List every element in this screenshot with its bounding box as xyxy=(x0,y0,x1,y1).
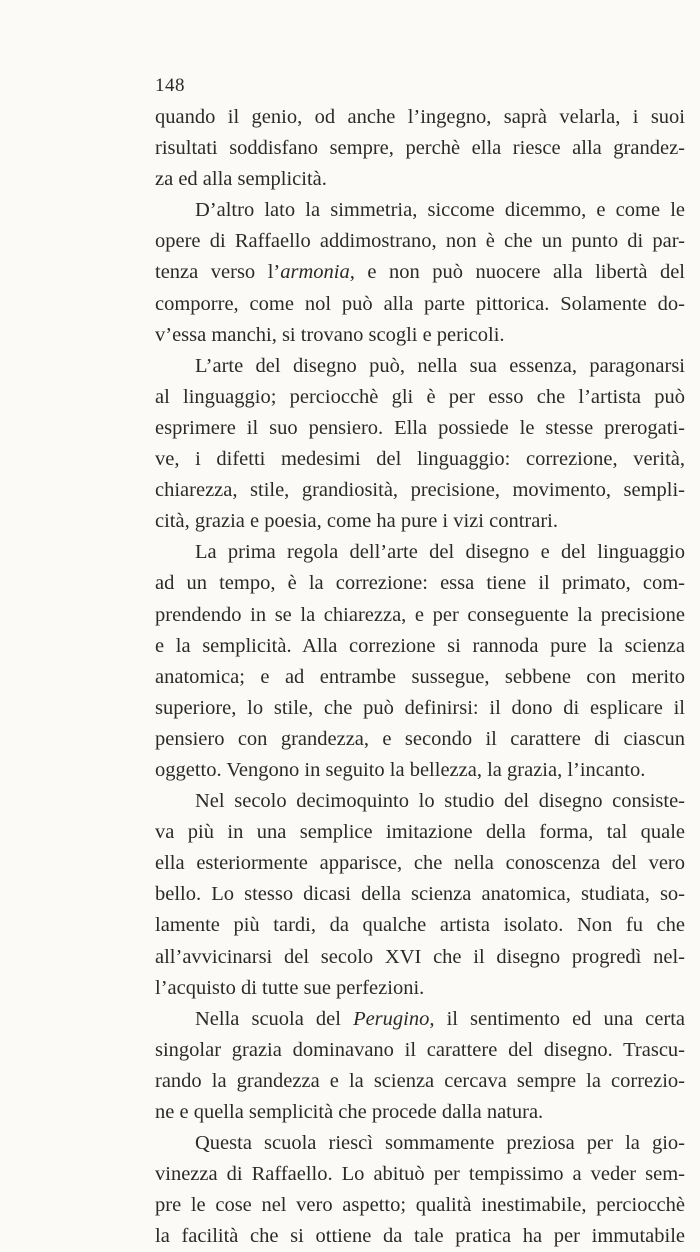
text-line: prendendo in se la chiarezza, e per conseguente la precisione xyxy=(155,603,685,626)
paragraph xyxy=(155,1128,685,1252)
text-line: ad un tempo, è la correzione: essa tiene il primato, com- xyxy=(155,572,685,595)
text-line: D’altro lato la simmetria, siccome dicemmo, e come le xyxy=(195,199,685,222)
text-line: ne e quella semplicità che procede dalla natura. xyxy=(155,1101,544,1123)
text-line: esprimere il suo pensiero. Ella possiede le stesse prerogati- xyxy=(155,416,685,439)
paragraph xyxy=(155,1004,685,1128)
text-line: za ed alla semplicità. xyxy=(155,168,327,191)
body-text xyxy=(155,102,685,1252)
text-line: Questa scuola riescì sommamente preziosa per la gio- xyxy=(195,1132,685,1155)
text-line: ella esteriormente apparisce, che nella conoscenza del vero xyxy=(155,852,685,875)
text-line: rando la grandezza e la scienza cercava sempre la correzio- xyxy=(155,1069,685,1092)
text-line: la facilità che si ottiene da tale pratica ha per immutabile xyxy=(155,1225,685,1248)
text-line: pensiero con grandezza, e secondo il carattere di ciascun xyxy=(155,727,685,750)
text-line: singolar grazia dominavano il carattere del disegno. Trascu- xyxy=(155,1038,685,1061)
text-line: ve, i difetti medesimi del linguaggio: correzione, verità, xyxy=(155,448,685,471)
text-line: L’arte del disegno può, nella sua essenza, paragonarsi xyxy=(195,354,685,377)
text-line: lamente più tardi, da qualche artista isolato. Non fu che xyxy=(155,914,685,937)
text-line: va più in una semplice imitazione della forma, tal quale xyxy=(155,821,685,844)
paragraph xyxy=(155,351,685,538)
text-line: Nella scuola del Perugino, il sentimento ed una certa xyxy=(195,1007,686,1030)
text-line: La prima regola dell’arte del disegno e del linguaggio xyxy=(195,541,685,564)
text-line: vinezza di Raffaello. Lo abituò per tempissimo a veder sem- xyxy=(155,1163,685,1186)
book-page xyxy=(155,74,685,1252)
text-line: superiore, lo stile, che può definirsi: il dono di esplicare il xyxy=(155,696,685,719)
text-line: opere di Raffaello addimostrano, non è che un punto di par- xyxy=(155,230,685,253)
text-line: Nel secolo decimoquinto lo studio del disegno consiste- xyxy=(195,790,685,813)
text-line: al linguaggio; perciocchè gli è per esso che l’artista può xyxy=(155,385,685,408)
paragraph xyxy=(155,537,685,786)
text-line: tenza verso l’armonia, e non può nuocere alla libertà del xyxy=(155,261,686,284)
paragraph xyxy=(155,786,685,1004)
text-line: v’essa manchi, si trovano scogli e pericoli. xyxy=(155,323,505,346)
text-line: l’acquisto di tutte sue perfezioni. xyxy=(155,976,425,999)
text-line: cità, grazia e poesia, come ha pure i vizi contrari. xyxy=(155,510,558,533)
text-line: chiarezza, stile, grandiosità, precisione, movimento, sempli- xyxy=(155,479,685,502)
text-line: pre le cose nel vero aspetto; qualità inestimabile, perciocchè xyxy=(155,1194,685,1217)
text-line: quando il genio, od anche l’ingegno, saprà velarla, i suoi xyxy=(155,106,685,128)
page-number: 148 xyxy=(155,75,185,96)
text-line: bello. Lo stesso dicasi della scienza anatomica, studiata, so- xyxy=(155,883,685,906)
text-line: e la semplicità. Alla correzione si rannoda pure la scienza xyxy=(155,634,685,657)
text-line: anatomica; e ad entrambe sussegue, sebbene con merito xyxy=(155,665,685,688)
paragraph xyxy=(155,102,685,195)
text-line: all’avvicinarsi del secolo XVI che il disegno progredì nel- xyxy=(155,945,685,968)
text-line: risultati soddisfano sempre, perchè ella riesce alla grandez- xyxy=(155,137,685,160)
paragraph xyxy=(155,195,685,350)
text-line: comporre, come nol può alla parte pittorica. Solamente do- xyxy=(155,292,685,315)
text-line: oggetto. Vengono in seguito la bellezza, la grazia, l’incanto. xyxy=(155,758,646,781)
